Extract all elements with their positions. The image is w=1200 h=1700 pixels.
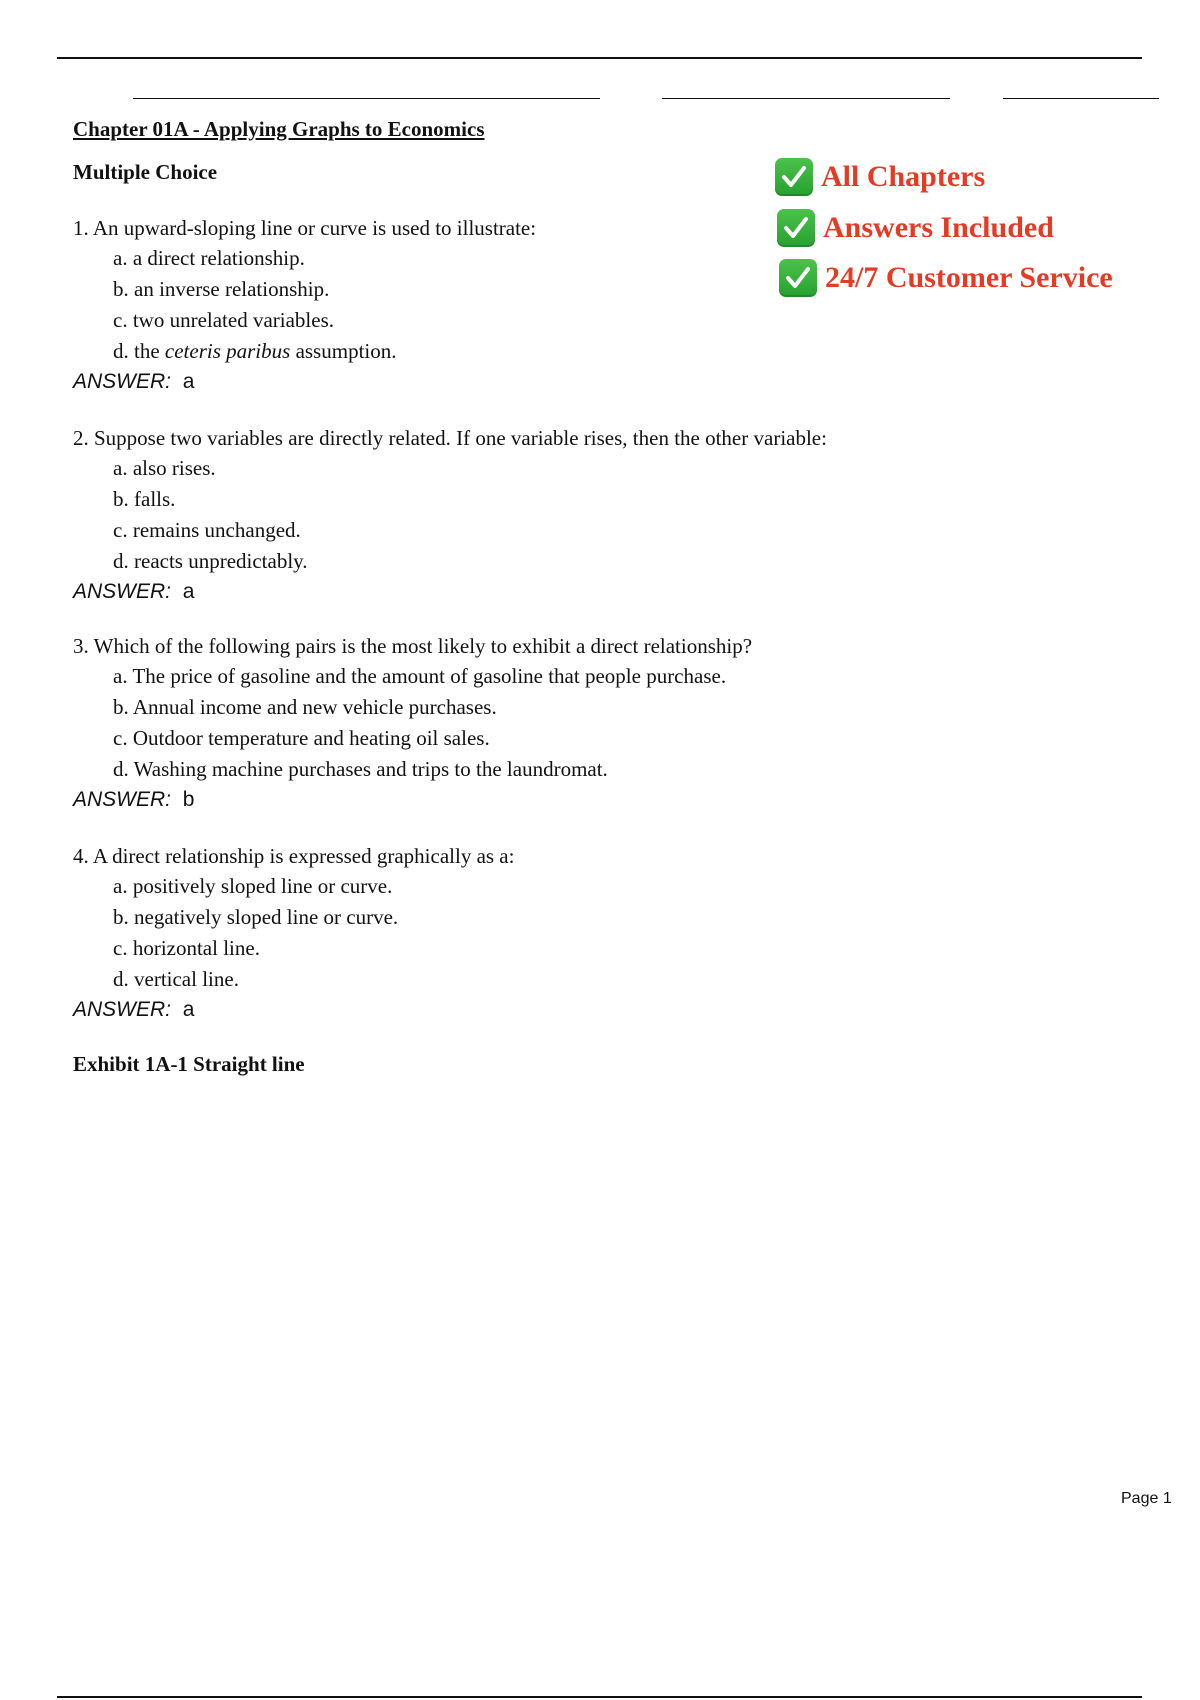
answer-value: a — [182, 998, 195, 1021]
option-b: b. an inverse relationship. — [113, 277, 330, 301]
option-d: d. vertical line. — [113, 967, 239, 991]
option-a: a. a direct relationship. — [113, 246, 305, 270]
question-3 — [73, 631, 752, 815]
answer-line — [73, 577, 827, 607]
checkmark-icon — [777, 209, 815, 247]
question-stem: 2. Suppose two variables are directly related. If one variable rises, then the other variable: — [73, 426, 827, 450]
section-title: Multiple Choice — [73, 160, 218, 184]
header-field-line-3 — [1003, 98, 1159, 99]
question-4 — [73, 841, 514, 1025]
option-b: b. Annual income and new vehicle purchases. — [113, 695, 497, 719]
option-d: d. Washing machine purchases and trips to the laundromat. — [113, 757, 608, 781]
option-c: c. two unrelated variables. — [113, 308, 334, 332]
option-c: c. horizontal line. — [113, 936, 260, 960]
bottom-rule — [57, 1696, 1142, 1698]
chapter-title: Chapter 01A - Applying Graphs to Economics — [73, 117, 485, 141]
answer-line — [73, 367, 536, 397]
option-b: b. falls. — [113, 487, 176, 511]
checkmark-icon — [779, 259, 817, 297]
option-d-suffix: assumption. — [290, 339, 397, 363]
option-c: c. remains unchanged. — [113, 518, 301, 542]
option-d-prefix: d. the — [113, 339, 165, 363]
badge-label: All Chapters — [821, 160, 986, 193]
badge-label: Answers Included — [823, 211, 1054, 244]
answer-value: b — [182, 788, 195, 811]
answer-value: a — [182, 370, 195, 393]
option-d — [73, 336, 536, 367]
question-1 — [73, 213, 536, 397]
question-stem: 4. A direct relationship is expressed graphically as a: — [73, 844, 515, 868]
question-stem: 3. Which of the following pairs is the most likely to exhibit a direct relationship? — [73, 634, 753, 658]
question-2 — [73, 423, 827, 607]
option-a: a. positively sloped line or curve. — [113, 874, 393, 898]
answer-line — [73, 785, 752, 815]
top-rule — [57, 57, 1142, 59]
option-a: a. also rises. — [113, 456, 216, 480]
badge-answers-included — [777, 209, 1054, 247]
header-field-line-1 — [133, 98, 600, 99]
answer-label: ANSWER: — [73, 788, 172, 811]
badge-all-chapters — [775, 158, 985, 196]
option-a: a. The price of gasoline and the amount of gasoline that people purchase. — [113, 664, 727, 688]
badge-customer-service — [779, 259, 1113, 297]
answer-value: a — [182, 580, 195, 603]
answer-label: ANSWER: — [73, 998, 172, 1021]
exhibit-title: Exhibit 1A-1 Straight line — [73, 1052, 305, 1076]
question-stem: 1. An upward-sloping line or curve is used to illustrate: — [73, 216, 537, 240]
answer-label: ANSWER: — [73, 370, 172, 393]
option-d: d. reacts unpredictably. — [113, 549, 308, 573]
page-number: Page 1 — [1121, 1490, 1172, 1507]
answer-line — [73, 995, 514, 1025]
option-c: c. Outdoor temperature and heating oil sales. — [113, 726, 490, 750]
header-field-line-2 — [662, 98, 950, 99]
option-d-emphasis: ceteris paribus — [164, 339, 291, 363]
option-b: b. negatively sloped line or curve. — [113, 905, 399, 929]
answer-label: ANSWER: — [73, 580, 172, 603]
badge-label: 24/7 Customer Service — [825, 261, 1113, 294]
checkmark-icon — [775, 158, 813, 196]
